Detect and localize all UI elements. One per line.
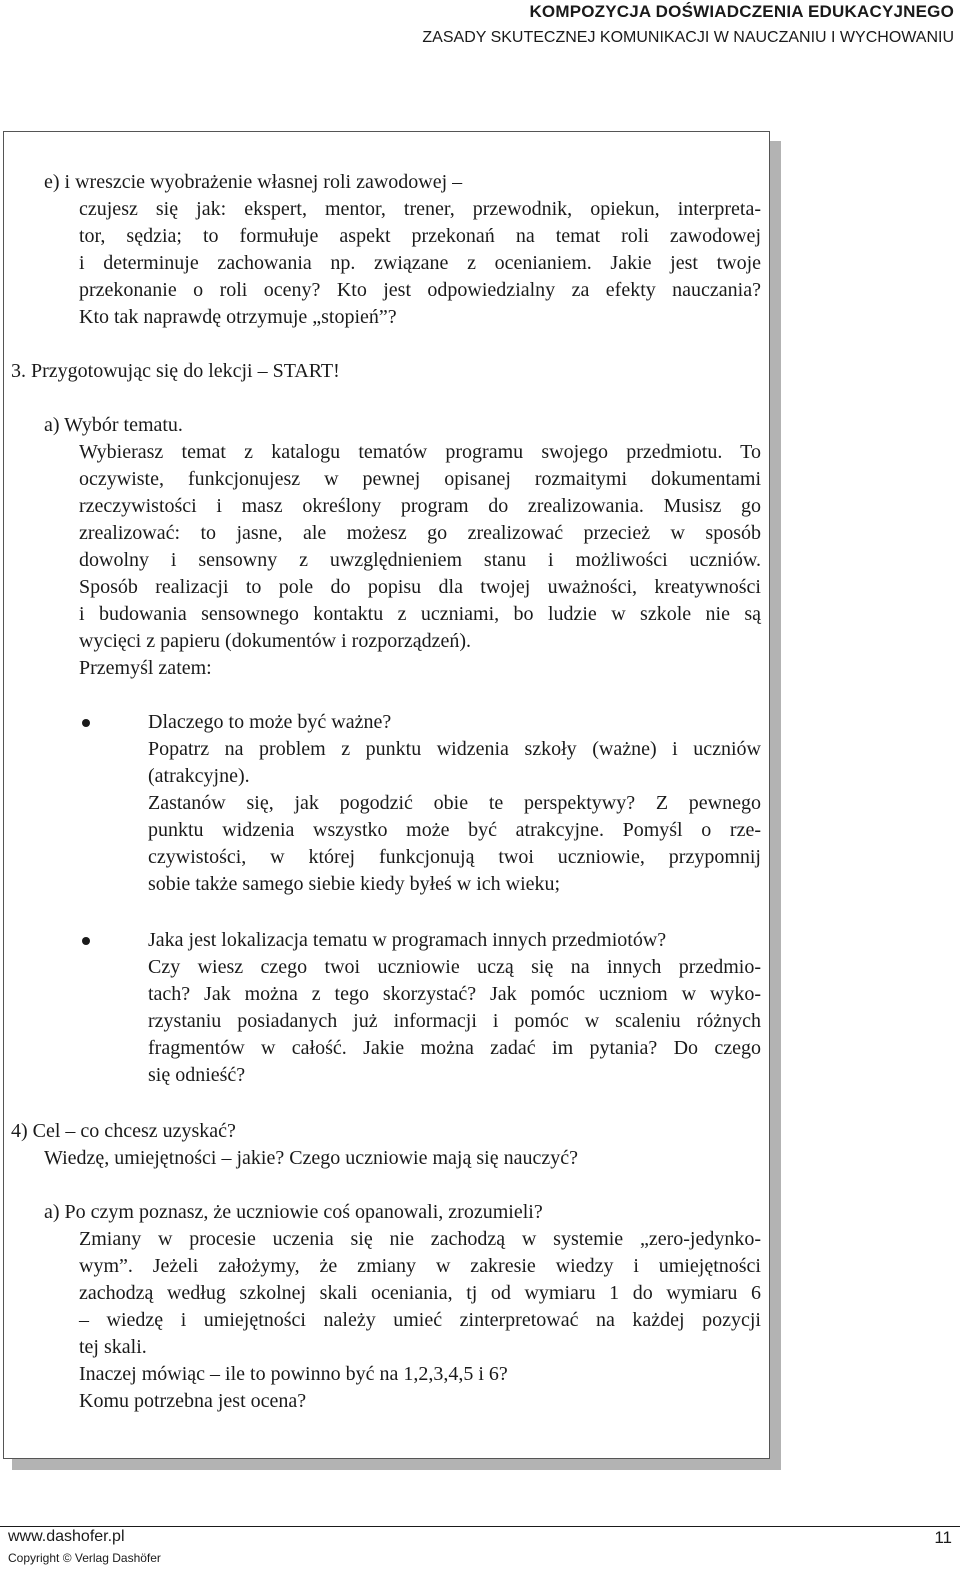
item-e-line: tor, sędzia; to formułuje aspekt przekonań na temat roli zawodowej bbox=[79, 225, 761, 247]
bullet-line: Dlaczego to może być ważne? bbox=[148, 711, 392, 733]
item-a-heading: a) Wybór tematu. bbox=[44, 414, 183, 436]
bullet-line: tach? Jak można z tego skorzystać? Jak pomóc uczniom w wyko- bbox=[148, 983, 761, 1005]
bullet-icon bbox=[82, 937, 90, 945]
item-a-line: rzeczywistości i masz określony program do zrealizowania. Musisz go bbox=[79, 495, 761, 517]
bullet-line: (atrakcyjne). bbox=[148, 765, 250, 787]
item-a2-line: tej skali. bbox=[79, 1336, 147, 1358]
bullet-line: fragmentów w całość. Jakie można zadać im pytania? Do czego bbox=[148, 1037, 761, 1059]
item-a-line: zrealizować: to jasne, ale możesz go zrealizować przecież w sposób bbox=[79, 522, 761, 544]
item-a-line: Sposób realizacji to pole do popisu dla twojej uważności, kreatywności bbox=[79, 576, 761, 598]
section-4-line: Wiedzę, umiejętności – jakie? Czego uczniowie mają się nauczyć? bbox=[44, 1147, 578, 1169]
footer-site-link[interactable]: www.dashofer.pl bbox=[8, 1528, 125, 1545]
section-4-heading: 4) Cel – co chcesz uzyskać? bbox=[11, 1120, 236, 1142]
item-a-line: dowolny i sensowny z uwzględnieniem stanu i możliwości uczniów. bbox=[79, 549, 761, 571]
bullet-line: rzystaniu posiadanych już informacji i pomóc w scaleniu różnych bbox=[148, 1010, 761, 1032]
item-e-line: i determinuje zachowania np. związane z ocenianiem. Jakie jest twoje bbox=[79, 252, 761, 274]
item-a-line: Wybierasz temat z katalogu tematów programu swojego przedmiotu. To bbox=[79, 441, 761, 463]
running-header-subtitle: ZASADY SKUTECZNEJ KOMUNIKACJI W NAUCZANIU I WYCHOWANIU bbox=[422, 29, 954, 46]
item-a2-heading: a) Po czym poznasz, że uczniowie coś opanowali, zrozumieli? bbox=[44, 1201, 543, 1223]
running-header-title: KOMPOZYCJA DOŚWIADCZENIA EDUKACYJNEGO bbox=[529, 2, 954, 21]
item-e-line: e) i wreszcie wyobrażenie własnej roli zawodowej – bbox=[44, 171, 463, 193]
item-a2-line: Zmiany w procesie uczenia się nie zachodzą w systemie „zero-jedynko- bbox=[79, 1228, 761, 1250]
item-a2-line: zachodzą według szkolnej skali oceniania, tj od wymiaru 1 do wymiaru 6 bbox=[79, 1282, 761, 1304]
item-a-line: wycięci z papieru (dokumentów i rozporządzeń). bbox=[79, 630, 472, 652]
item-e-line: Kto tak naprawdę otrzymuje „stopień”? bbox=[79, 306, 397, 328]
bullet-line: Czy wiesz czego twoi uczniowie uczą się na innych przedmio- bbox=[148, 956, 761, 978]
copyright-notice: Copyright © Verlag Dashöfer bbox=[8, 1551, 161, 1565]
bullet-line: Zastanów się, jak pogodzić obie te perspektywy? Z pewnego bbox=[148, 792, 761, 814]
page-number: 11 bbox=[934, 1528, 952, 1547]
bullet-line: czywistości, w której funkcjonują twoi uczniowie, przypomnij bbox=[148, 846, 761, 868]
item-a2-line: wym”. Jeżeli założymy, że zmiany w zakresie wiedzy i umiejętności bbox=[79, 1255, 761, 1277]
item-a2-line: Inaczej mówiąc – ile to powinno być na 1,2,3,4,5 i 6? bbox=[79, 1363, 508, 1385]
item-a2-line: Komu potrzebna jest ocena? bbox=[79, 1390, 307, 1412]
section-3-heading: 3. Przygotowując się do lekcji – START! bbox=[11, 360, 340, 382]
item-e-line: przekonanie o roli oceny? Kto jest odpowiedzialny za efekty nauczania? bbox=[79, 279, 761, 301]
item-a-line: i budowania sensownego kontaktu z uczniami, bo ludzie w szkole nie są bbox=[79, 603, 761, 625]
item-a-line: oczywiste, funkcjonujesz w pewnej opisanej rozmaitymi dokumentami bbox=[79, 468, 761, 490]
item-a2-line: – wiedzę i umiejętności należy umieć zinterpretować na każdej pozycji bbox=[79, 1309, 761, 1331]
bullet-line: punktu widzenia wszystko może być atrakcyjne. Pomyśl o rze- bbox=[148, 819, 761, 841]
item-a-line: Przemyśl zatem: bbox=[79, 657, 212, 679]
bullet-line: się odnieść? bbox=[148, 1064, 246, 1086]
item-e-line: czujesz się jak: ekspert, mentor, trener, przewodnik, opiekun, interpreta- bbox=[79, 198, 761, 220]
bullet-line: Jaka jest lokalizacja tematu w programach innych przedmiotów? bbox=[148, 929, 667, 951]
bullet-line: Popatrz na problem z punktu widzenia szkoły (ważne) i uczniów bbox=[148, 738, 761, 760]
bullet-icon bbox=[82, 719, 90, 727]
footer-rule bbox=[0, 1526, 960, 1527]
bullet-line: sobie także samego siebie kiedy byłeś w ich wieku; bbox=[148, 873, 561, 895]
